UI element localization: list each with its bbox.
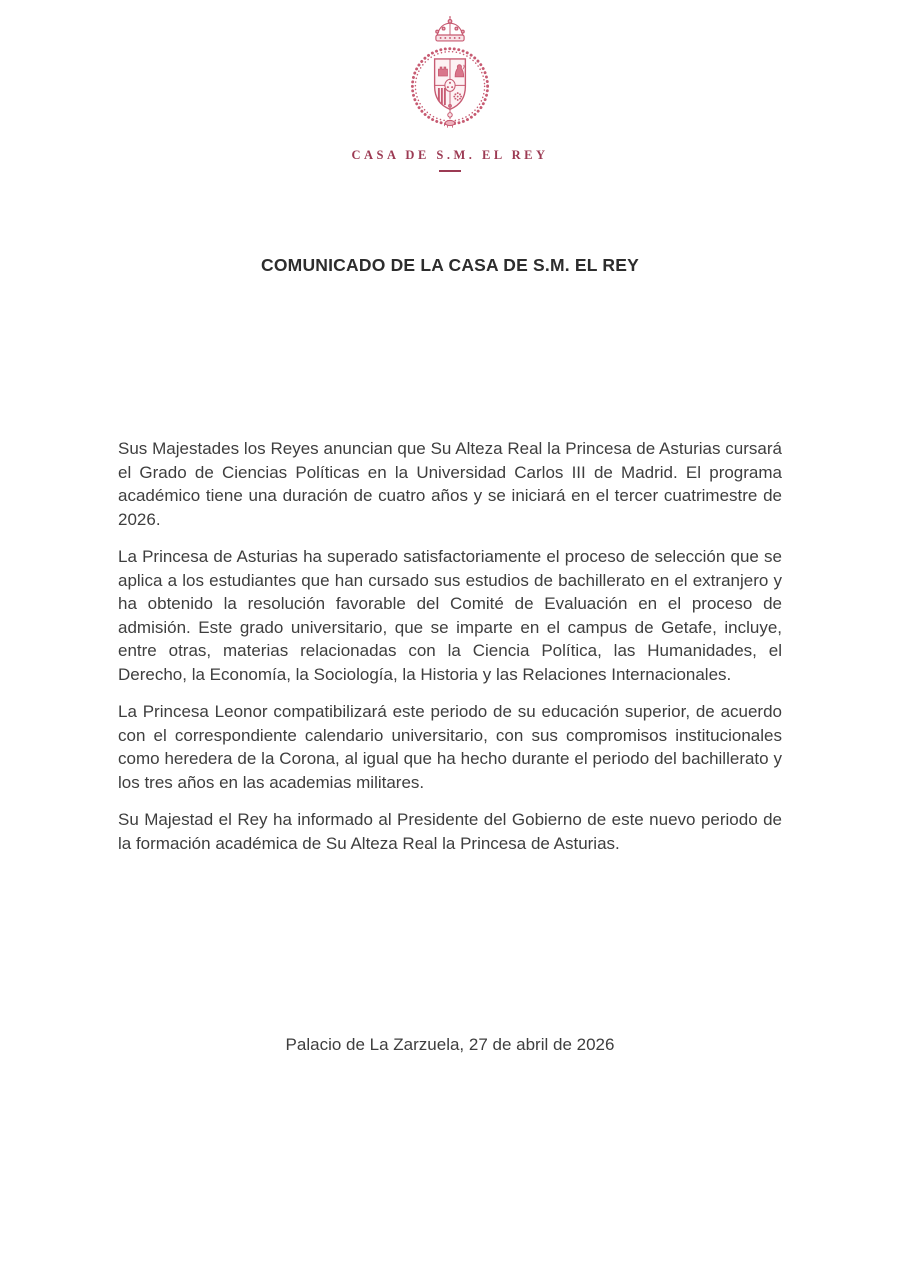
- letterhead: [0, 0, 900, 172]
- dateline: Palacio de La Zarzuela, 27 de abril de 2026: [285, 1035, 615, 1054]
- royal-coat-of-arms-icon: [403, 16, 497, 136]
- paragraph-selection-process: La Princesa de Asturias ha superado satisfactoriamente el proceso de selección que se aplica a los estudiantes que han cursado sus estudios de bachillerato en el extranjero y ha obtenido la resolución favorable del Comité de Evaluación en el proceso de admisión. Este grado universitario, que se imparte en el campus de Getafe, incluye, entre otras, materias relacionadas con la Ciencia Política, las Humanidades, el Derecho, la Economía, la Sociología, la Historia y las Relaciones Internacionales.: [118, 547, 782, 684]
- paragraph-institutional-duties: La Princesa Leonor compatibilizará este periodo de su educación superior, de acuerdo con el correspondiente calendario universitario, con sus compromisos institucionales como heredera de la Corona, al igual que ha hecho durante el periodo del bachillerato y los tres años en las academias militares.: [118, 702, 782, 792]
- communique-title: COMUNICADO DE LA CASA DE S.M. EL REY: [261, 255, 639, 275]
- communique-body: [118, 437, 782, 855]
- paragraph-king-informed: Su Majestad el Rey ha informado al Presidente del Gobierno de este nuevo periodo de la formación académica de Su Alteza Real la Princesa de Asturias.: [118, 810, 782, 853]
- letterhead-divider: [439, 170, 461, 172]
- organization-name: CASA DE S.M. EL REY: [351, 148, 549, 162]
- paragraph-announcement: Sus Majestades los Reyes anuncian que Su Alteza Real la Princesa de Asturias cursará el Grado de Ciencias Políticas en la Universidad Carlos III de Madrid. El programa académico tiene una duración de cuatro años y se iniciará en el tercer cuatrimestre de 2026.: [118, 439, 782, 529]
